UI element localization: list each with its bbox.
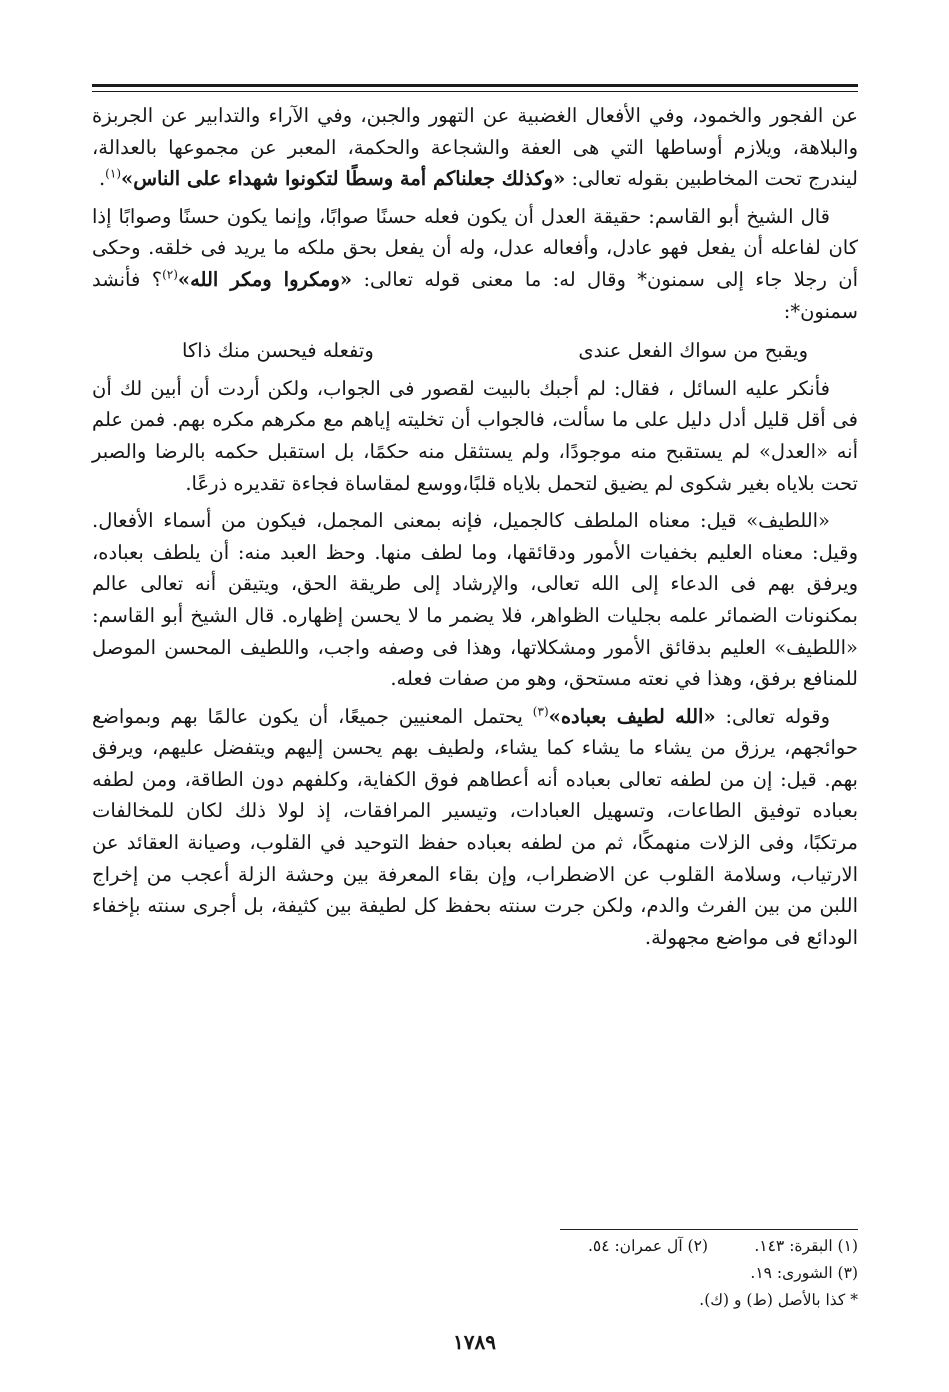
quran-quote: «الله لطيف بعباده» [548, 704, 716, 728]
footnote-rule [560, 1229, 858, 1230]
verse-second-hemistich: وتفعله فيحسن منك ذاكا [182, 339, 374, 363]
paragraph-3 [92, 373, 858, 499]
footnote-ref: (٢) [162, 267, 178, 282]
main-text [92, 100, 858, 959]
footnotes [92, 1233, 858, 1314]
footnote-row [92, 1287, 858, 1314]
paragraph-5 [92, 701, 858, 954]
verse-first-hemistich: ويقبح من سواك الفعل عندى [578, 339, 808, 363]
footnote-ref: (٣) [532, 704, 549, 719]
text-run: . [98, 167, 106, 191]
text-run: قال الشيخ أبو القاسم: حقيقة العدل أن يكون فعله حسنًا صوابًا، وإنما يكون حسنًا وصوابًا إذا كان لفاعله أن يفعل فهو عادل، وأفعاله عدل، وله أن يفعل بحق ملكه ما يريد فى خلقه. وحكى أن رجلا جاء إلى سمنون* وقال له: ما معنى قوله تعالى: [92, 204, 859, 291]
header-rule-thin [92, 91, 858, 92]
header-rule-thick [92, 84, 858, 87]
text-run: ؟ فأنشد سمنون*: [92, 267, 858, 323]
footnote-row [92, 1260, 858, 1287]
text-run: «اللطيف» قيل: معناه الملطف كالجميل، فإنه بمعنى المجمل، فيكون من أسماء الأفعال. وقيل: معناه العليم بخفيات الأمور ودقائقها، وما لطف منها. وحظ العبد منه: أن يلطف بعباده، ويرفق بهم فى الدعاء إلى الله تعالى، والإرشاد إلى طريقة الحق، ويتيقن أنه تعالى عالم بمكنونات الضمائر علمه بجليات الظواهر، فلا يضمر ما لا يحسن إظهاره. قال الشيخ أبو القاسم: «اللطيف» العليم بدقائق الأمور ومشكلاتها، وهذا فى وصفه واجب، واللطيف المحسن الموصل للمنافع برفق، وهذا في نعته مستحق، وهو من صفات فعله. [92, 509, 858, 691]
footnote-ref: (١) [105, 166, 121, 181]
text-run: عن الفجور والخمود، وفي الأفعال الغضبية عن التهور والجبن، وفي الآراء والتدابير عن الجربزة والبلاهة، ويلازم أوساطها التي هى العفة والشجاعة والحكمة، المعبر عن مجموعها بالعدالة، ليندرج تحت المخاطبين بقوله تعالى: [92, 104, 858, 191]
quran-quote: «وكذلك جعلناكم أمة وسطًا لتكونوا شهداء على الناس» [121, 167, 566, 191]
footnote-4: * كذا بالأصل (ط) و (ك). [699, 1291, 858, 1309]
text-run: يحتمل المعنيين جميعًا، أن يكون عالمًا بهم وبمواضع حوائجهم، يرزق من يشاء ما يشاء كما يشاء، ولطيف بهم يحسن إليهم ويتفضل عليهم، ويرفق بهم. قيل: إن من لطفه تعالى بعباده أنه أعطاهم فوق الكفاية، وكلفهم دون الطاقة، ومن لطفه بعباده توفيق الطاعات، وتسهيل العبادات، وتيسير المرافقات، إذ لولا ذلك لكان للمخالفات مرتكبًا، وفى الزلات منهمكًا، ثم من لطفه بعباده حفظ التوحيد في القلوب، وصيانة العقائد عن الارتياب، وسلامة القلوب عن الاضطراب، وإن بقاء المعرفة بين وحشة الزلة أعجب من إخراج اللبن من بين الفرث والدم، ولكن جرت سنته بحفظ كل لطيفة بين كثيفة، بل أجرى سنته بإخفاء الودائع فى مواضع مجهولة. [92, 704, 858, 949]
footnote-1: (١) البقرة: ١٤٣. [754, 1237, 858, 1255]
text-run: وقوله تعالى: [715, 704, 831, 728]
paragraph-2 [92, 201, 858, 327]
poem-verse [92, 333, 858, 373]
footnote-3: (٣) الشورى: ١٩. [750, 1264, 858, 1282]
footnote-2: (٢) آل عمران: ٥٤. [587, 1237, 708, 1255]
paragraph-1 [92, 100, 858, 195]
text-run: فأنكر عليه السائل ، فقال: لم أجبك بالبيت لقصور فى الجواب، ولكن أردت أن أبين لك أن فى أقل قليل أدل دليل على ما سألت، فالجواب أن تخليته إياهم مع مكرهم مكره بهم. فمن علم أنه «العدل» لم يستقبح منه موجودًا، ولم يستثقل منه حكمًا، بل استقبل حكمه بالرضا والصبر تحت بلاياه بغير شكوى لم يضيق لتحمل بلاياه قلبًا،ووسع لمقاساة فجاءة تقديره ذرعًا. [92, 376, 858, 495]
page-number: ١٧٨٩ [453, 1330, 496, 1354]
paragraph-4 [92, 505, 858, 695]
footnote-row [92, 1233, 858, 1260]
quran-quote: «ومكروا ومكر الله» [177, 267, 353, 291]
